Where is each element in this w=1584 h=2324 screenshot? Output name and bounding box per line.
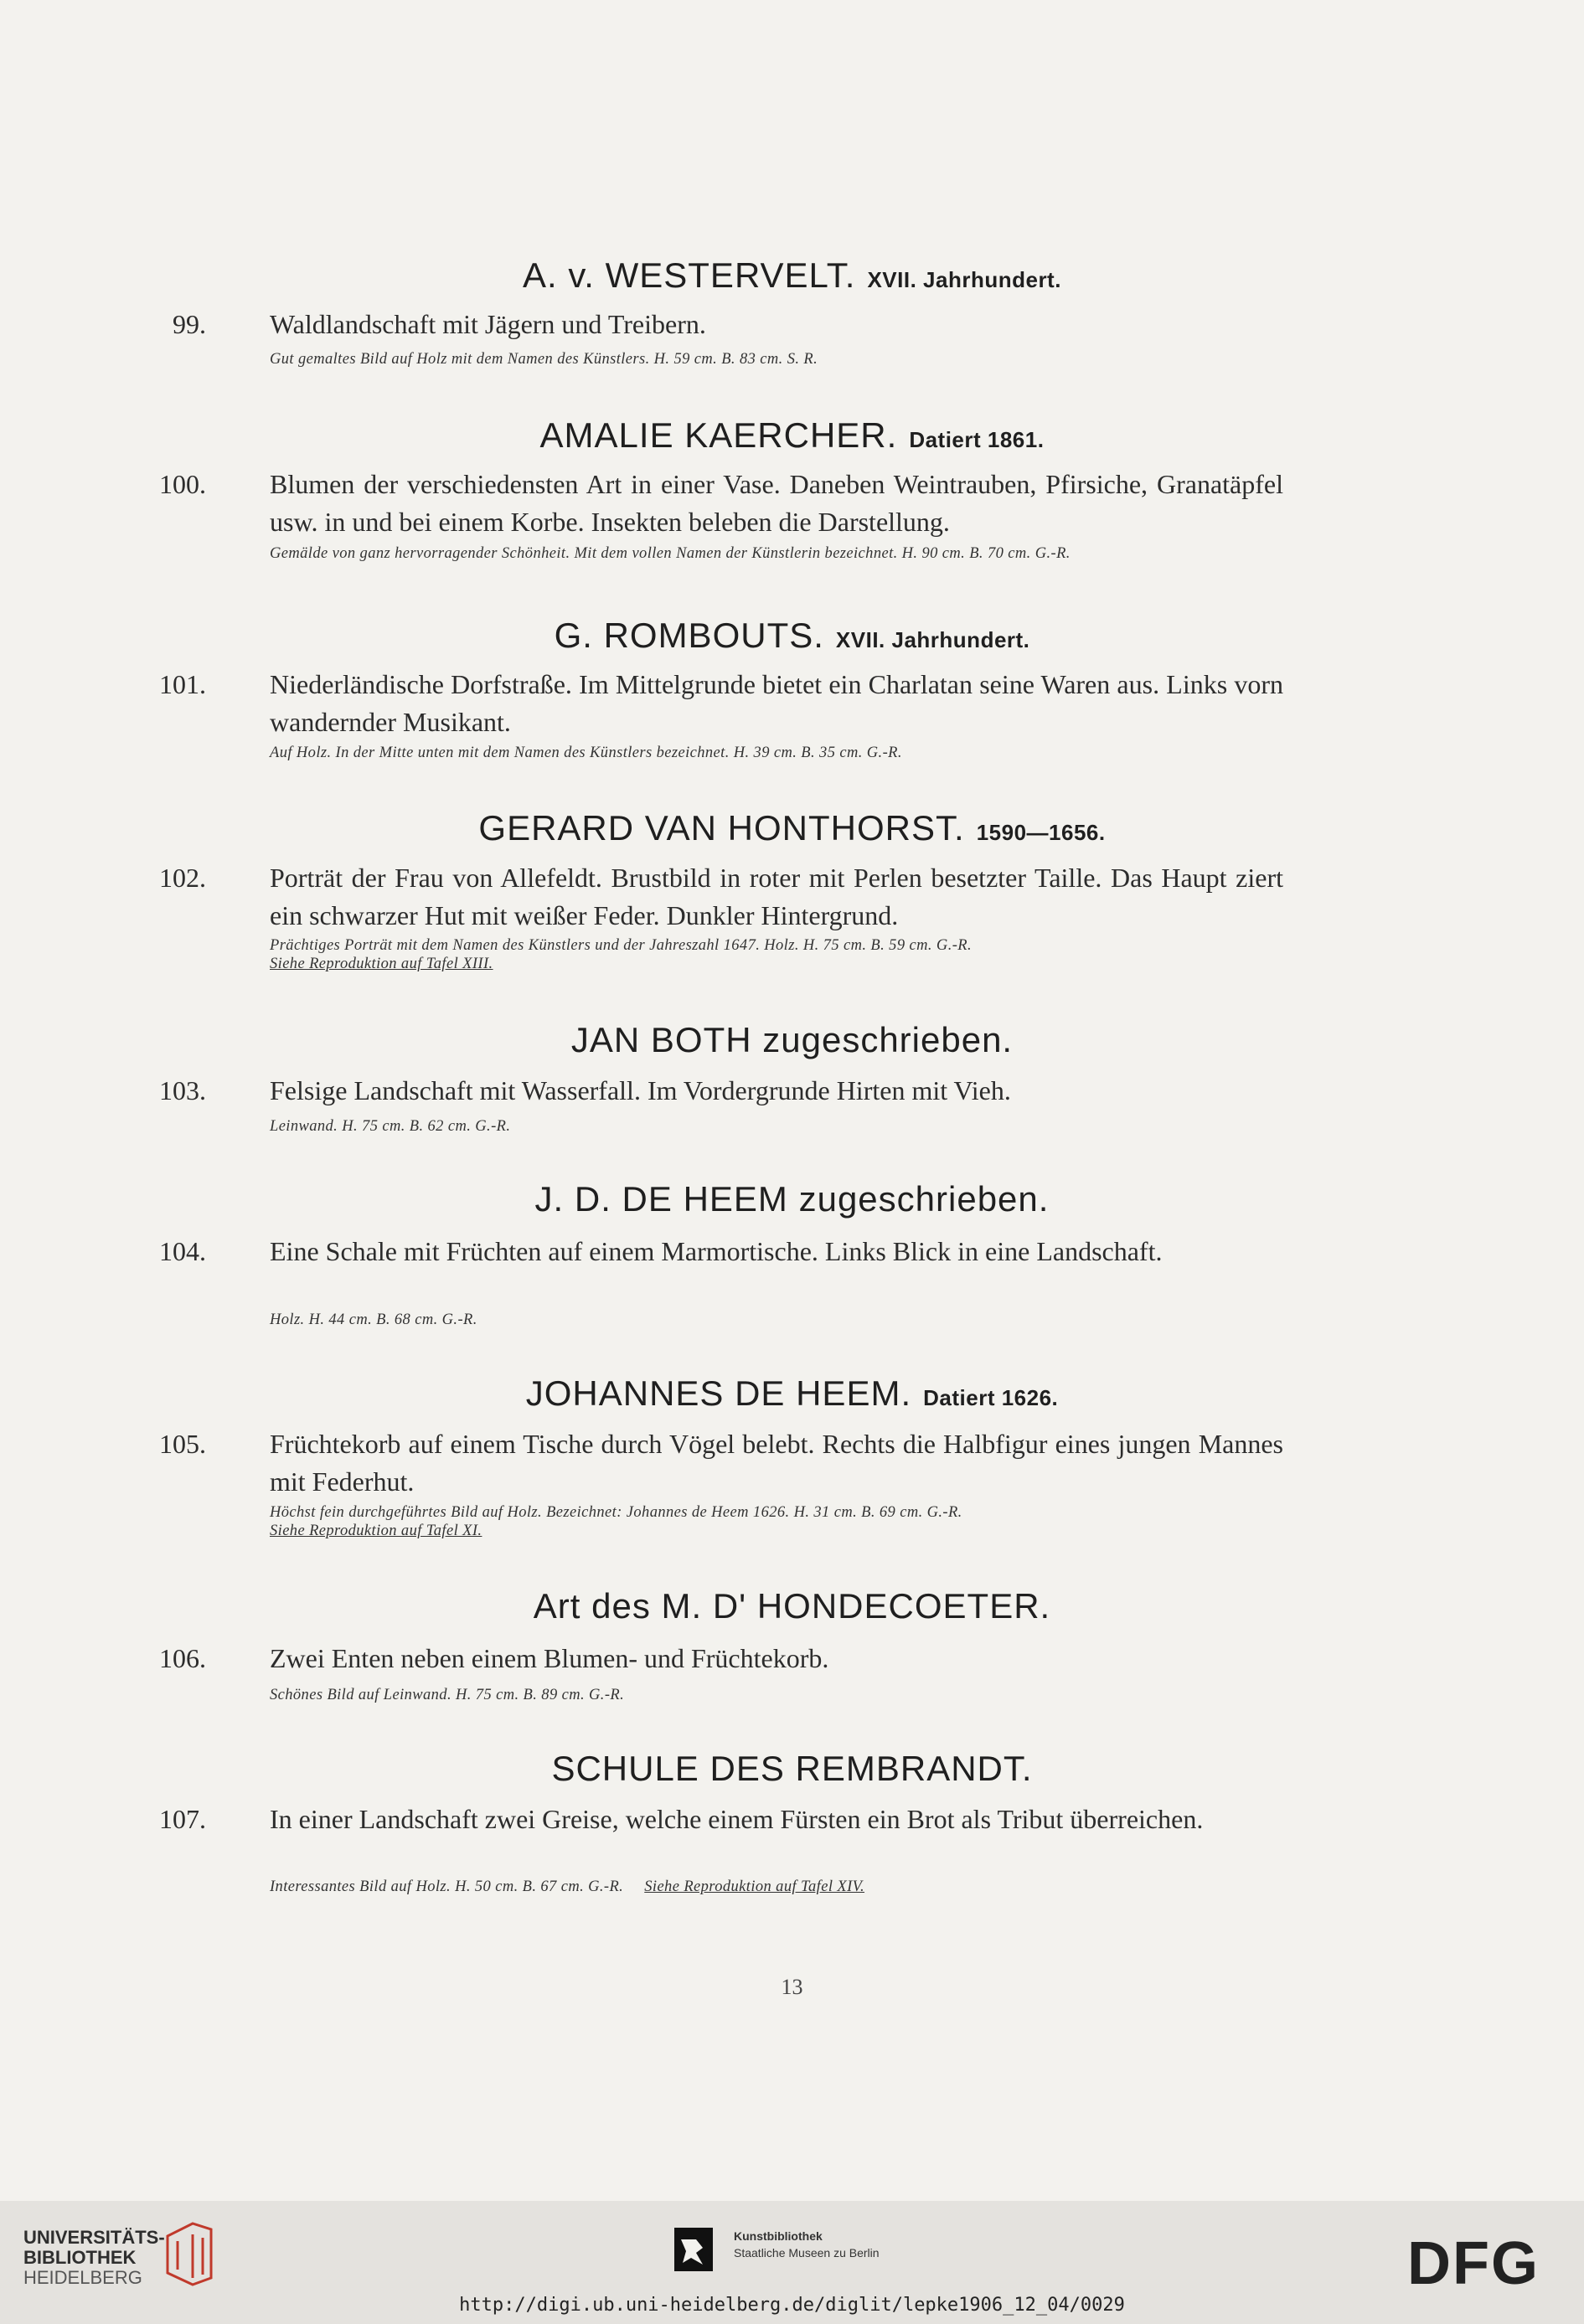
artist-heading	[0, 415, 1584, 456]
artist-name: G. ROMBOUTS.	[554, 616, 824, 655]
artist-date: Datiert 1626.	[923, 1385, 1059, 1410]
artist-heading	[0, 255, 1584, 296]
ub-line-3: HEIDELBERG	[23, 2267, 142, 2288]
item-number: 101.	[159, 669, 206, 699]
source-url[interactable]: http://digi.ub.uni-heidelberg.de/diglit/lepke1906_12_04/0029	[459, 2295, 1125, 2316]
item-title: Waldlandschaft mit Jägern und Treibern.	[270, 309, 706, 339]
item-number: 102.	[159, 863, 206, 893]
artist-name: JAN BOTH zugeschrieben.	[570, 1020, 1014, 1059]
artist-date: XVII. Jahrhundert.	[867, 267, 1061, 292]
artist-heading	[0, 1586, 1584, 1626]
item-note: Leinwand. H. 75 cm. B. 62 cm. G.-R.	[270, 1118, 511, 1135]
item-note: Holz. H. 44 cm. B. 68 cm. G.-R.	[270, 1311, 477, 1328]
artist-date: 1590—1656.	[976, 820, 1106, 845]
plate-reference: Siehe Reproduktion auf Tafel XIII.	[270, 956, 493, 972]
artist-name: Art des M. D' HONDECOETER.	[533, 1586, 1051, 1626]
artist-name: A. v. WESTERVELT.	[523, 255, 856, 295]
kunstbibliothek-eagle-icon	[674, 2228, 713, 2271]
item-note	[270, 1503, 1292, 1540]
artist-heading	[0, 1749, 1584, 1789]
artist-name: J. D. DE HEEM zugeschrieben.	[534, 1179, 1050, 1219]
item-note: Schönes Bild auf Leinwand. H. 75 cm. B. 89 cm. G.-R.	[270, 1687, 625, 1703]
artist-heading	[0, 1020, 1584, 1060]
item-title: Niederländische Dorfstraße. Im Mittelgrunde bietet ein Charlatan seine Waren aus. Links vorn wandernder Musikant.	[270, 669, 1283, 737]
item-number: 103.	[159, 1075, 206, 1105]
item-number: 100.	[159, 469, 206, 499]
item-title: Eine Schale mit Früchten auf einem Marmortische. Links Blick in eine Landschaft.	[270, 1236, 1163, 1266]
artist-heading	[0, 1179, 1584, 1219]
ub-heidelberg-logo-icon	[159, 2219, 218, 2286]
ub-heidelberg-wordmark[interactable]	[23, 2228, 165, 2288]
item-note: Auf Holz. In der Mitte unten mit dem Namen des Künstlers bezeichnet. H. 39 cm. B. 35 cm. G.-R.	[270, 745, 902, 761]
note-text: Höchst fein durchgeführtes Bild auf Holz. Bezeichnet: Johannes de Heem 1626. H. 31 cm. B. 69 cm. G.-R.	[270, 1504, 962, 1521]
item-title: In einer Landschaft zwei Greise, welche einem Fürsten ein Brot als Tribut überreichen.	[270, 1804, 1204, 1834]
artist-name: JOHANNES DE HEEM.	[525, 1373, 912, 1413]
item-title: Früchtekorb auf einem Tische durch Vögel belebt. Rechts die Halbfigur eines jungen Mannes mit Federhut.	[270, 1429, 1283, 1497]
item-number: 106.	[159, 1643, 206, 1673]
kb-line-2: Staatliche Museen zu Berlin	[734, 2246, 880, 2260]
item-number: 107.	[159, 1804, 206, 1834]
plate-reference: Siehe Reproduktion auf Tafel XI.	[270, 1523, 482, 1539]
item-number: 105.	[159, 1429, 206, 1459]
ub-line-2: BIBLIOTHEK	[23, 2247, 137, 2268]
note-text: Interessantes Bild auf Holz. H. 50 cm. B. 67 cm. G.-R.	[270, 1878, 624, 1895]
artist-name: AMALIE KAERCHER.	[539, 415, 898, 455]
item-title: Blumen der verschiedensten Art in einer Vase. Daneben Weintrauben, Pfirsiche, Granatäpfel usw. in und bei einem Korbe. Insekten beleben die Darstellung.	[270, 469, 1283, 537]
item-number: 104.	[159, 1236, 206, 1266]
item-note: Gut gemaltes Bild auf Holz mit dem Namen des Künstlers. H. 59 cm. B. 83 cm. S. R.	[270, 351, 818, 368]
item-title: Zwei Enten neben einem Blumen- und Früchtekorb.	[270, 1643, 829, 1673]
item-note	[270, 1878, 1292, 1896]
item-title: Felsige Landschaft mit Wasserfall. Im Vordergrunde Hirten mit Vieh.	[270, 1075, 1011, 1105]
item-title: Porträt der Frau von Allefeldt. Brustbild in roter mit Perlen besetzter Taille. Das Haupt ziert ein schwarzer Hut mit weißer Feder. Dunkler Hintergrund.	[270, 863, 1283, 930]
item-note	[270, 936, 1292, 973]
artist-name: GERARD VAN HONTHORST.	[478, 808, 965, 848]
page-number: 13	[781, 1975, 803, 1999]
kb-line-1: Kunstbibliothek	[734, 2229, 823, 2243]
artist-name: SCHULE DES REMBRANDT.	[551, 1749, 1033, 1788]
artist-heading	[0, 1373, 1584, 1414]
kunstbibliothek-wordmark[interactable]	[734, 2228, 880, 2261]
artist-date: Datiert 1861.	[909, 427, 1045, 452]
note-text: Prächtiges Porträt mit dem Namen des Künstlers und der Jahreszahl 1647. Holz. H. 75 cm. B. 59 cm. G.-R.	[270, 937, 973, 954]
item-number: 99.	[173, 309, 206, 339]
dfg-logo[interactable]: DFG	[1407, 2230, 1540, 2297]
artist-heading	[0, 808, 1584, 848]
artist-date: XVII. Jahrhundert.	[835, 627, 1030, 652]
ub-line-1: UNIVERSITÄTS-	[23, 2227, 165, 2248]
artist-heading	[0, 616, 1584, 656]
item-note: Gemälde von ganz hervorragender Schönheit. Mit dem vollen Namen der Künstlerin bezeichnet. H. 90 cm. B. 70 cm. G.-R.	[270, 545, 1071, 562]
plate-reference: Siehe Reproduktion auf Tafel XIV.	[644, 1878, 865, 1895]
